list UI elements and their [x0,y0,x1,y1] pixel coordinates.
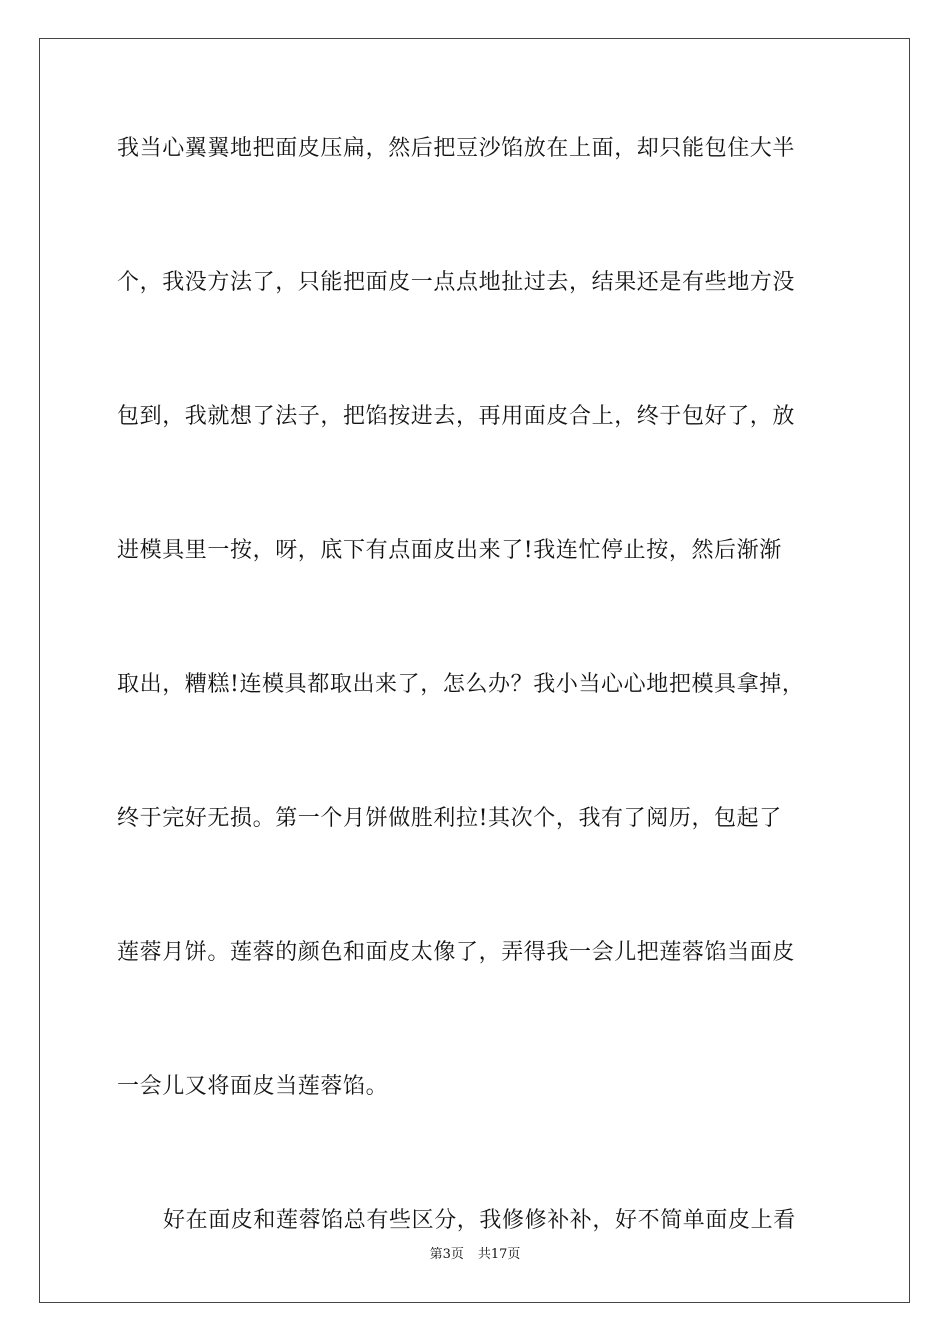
total-pages: 共17页 [477,1247,521,1262]
text-line: 一会儿又将面皮当莲蓉馅。 [117,1074,389,1099]
text-line: 终于完好无损。第一个月饼做胜利拉!其次个，我有了阅历，包起了 [117,806,782,831]
text-line: 进模具里一按，呀，底下有点面皮出来了!我连忙停止按，然后渐渐 [117,538,782,563]
document-body [117,128,857,1334]
text-line: 个，我没方法了，只能把面皮一点点地扯过去，结果还是有些地方没 [117,270,796,295]
page-number: 第3页 [429,1247,464,1262]
paragraph-start-line: 好在面皮和莲蓉馅总有些区分，我修修补补，好不简单面皮上看 [163,1208,796,1233]
text-line: 莲蓉月饼。莲蓉的颜色和面皮太像了，弄得我一会儿把莲蓉馅当面皮 [117,940,796,965]
text-line: 取出，糟糕!连模具都取出来了，怎么办？我小当心心地把模具拿掉， [117,672,805,697]
text-line: 包到，我就想了法子，把馅按进去，再用面皮合上，终于包好了，放 [117,404,796,429]
text-line: 我当心翼翼地把面皮压扁，然后把豆沙馅放在上面，却只能包住大半 [117,136,796,161]
page-footer [0,1243,950,1262]
